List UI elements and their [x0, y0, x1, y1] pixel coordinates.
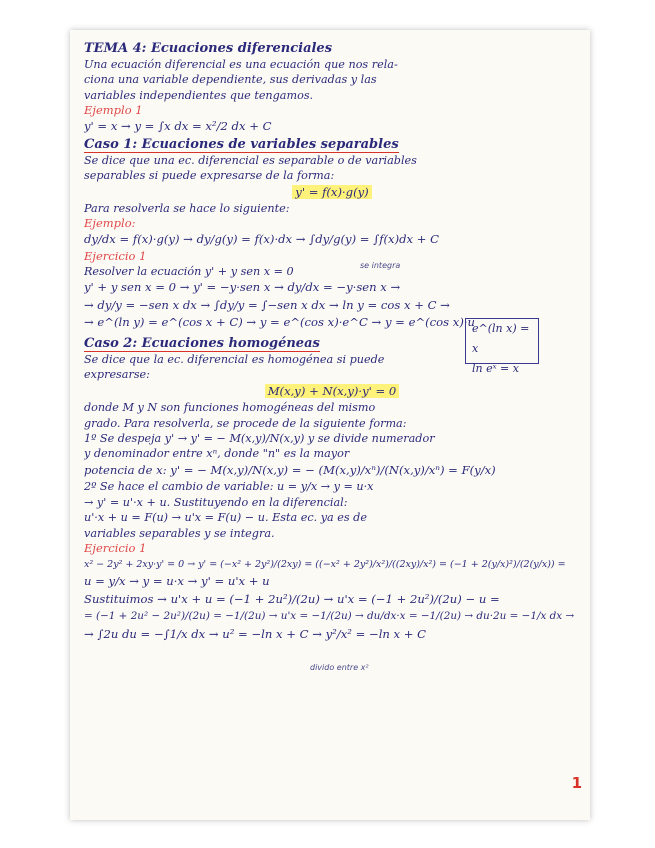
intro-line: variables independientes que tengamos.: [84, 88, 314, 102]
case1-title: [84, 136, 580, 153]
case1-exercise-label: Ejercicio 1: [84, 248, 147, 263]
case1-formula-text: y' = f(x)·g(y): [292, 185, 371, 199]
case2-title-text: Caso 2: Ecuaciones homogéneas: [84, 335, 320, 351]
box-line: ln eˣ = x: [472, 362, 519, 375]
intro-line: ciona una variable dependiente, sus derivadas y las: [84, 73, 377, 87]
box-line: e^(ln x) = x: [472, 322, 530, 355]
log-identity-box: [465, 318, 539, 375]
case1-margin-note: se integra: [360, 261, 401, 270]
case2-exercise-line: = (−1 + 2u² − 2u²)/(2u) = −1/(2u) → u'x = −1/(2u) → du/dx·x = −1/(2u) → du·2u = −1/x dx →: [84, 610, 575, 623]
case2-step-line: variables separables y se integra.: [84, 526, 275, 540]
case2-step-line: y denominador entre xⁿ, donde "n" es la mayor: [84, 447, 350, 461]
page-number: 1: [571, 774, 582, 792]
case2-step-line: 2º Se hace el cambio de variable: u = y/x → y = u·x: [84, 480, 374, 494]
case1-exercise-line: → dy/y = −sen x dx → ∫dy/y = ∫−sen x dx → ln y = cos x + C →: [84, 297, 450, 312]
case2-exercise-label: Ejercicio 1: [84, 540, 147, 555]
case1-exercise-line: Resolver la ecuación y' + y sen x = 0: [84, 264, 294, 278]
case2-exercise-line: → ∫2u du = −∫1/x dx → u² = −ln x + C → y²/x² = −ln x + C: [84, 626, 427, 641]
case1-example-label: Ejemplo:: [84, 216, 136, 231]
case2-def-line: donde M y N son funciones homogéneas del mismo: [84, 401, 376, 415]
case2-desc-line: Se dice que la ec. diferencial es homogénea si puede: [84, 352, 385, 366]
title-text: TEMA 4: Ecuaciones diferenciales: [84, 41, 332, 57]
example-label: Ejemplo 1: [84, 103, 143, 118]
case1-solve-line: Para resolverla se hace lo siguiente:: [84, 202, 290, 216]
case2-margin-note: divido entre x²: [310, 663, 369, 672]
case1-exercise-line: → e^(ln y) = e^(cos x + C) → y = e^(cos x)·e^C → y = e^(cos x)·u: [84, 315, 476, 330]
case2-step-line: u'·x + u = F(u) → u'x = F(u) − u. Esta ec. ya es de: [84, 511, 367, 525]
case2-def-line: grado. Para resolverla, se procede de la siguiente forma:: [84, 416, 407, 430]
case2-formula: [84, 383, 580, 401]
case2-step-line: → y' = u'·x + u. Sustituyendo en la diferencial:: [84, 495, 348, 509]
case2-exercise-line: Sustituimos → u'x + u = (−1 + 2u²)/(2u) → u'x = (−1 + 2u²)/(2u) − u =: [84, 591, 500, 606]
notebook-page: [70, 30, 590, 820]
case2-step-line: potencia de x: y' = − M(x,y)/N(x,y) = − (M(x,y)/xⁿ)/(N(x,y)/xⁿ) = F(y/x): [84, 462, 496, 477]
case1-desc-line: Se dice que una ec. diferencial es separable o de variables: [84, 153, 417, 167]
case1-formula: [84, 184, 580, 202]
case2-exercise-line: u = y/x → y = u·x → y' = u'x + u: [84, 574, 270, 589]
case2-desc-line: expresarse:: [84, 368, 150, 382]
case2-step-line: 1º Se despeja y' → y' = − M(x,y)/N(x,y) y se divide numerador: [84, 431, 435, 445]
example-equation: y' = x → y = ∫x dx = x²/2 dx + C: [84, 119, 272, 134]
case2-formula-text: M(x,y) + N(x,y)·y' = 0: [265, 384, 400, 398]
case2-exercise-line: x² − 2y² + 2xy·y' = 0 → y' = (−x² + 2y²)/(2xy) = ((−x² + 2y²)/x²)/((2xy)/x²) = (−1 + 2(y/x)²)/(2(y/x)) =: [84, 558, 566, 570]
case1-title-text: Caso 1: Ecuaciones de variables separables: [84, 136, 399, 152]
case1-exercise-line: y' + y sen x = 0 → y' = −y·sen x → dy/dx = −y·sen x →: [84, 280, 401, 295]
case1-desc-line: separables si puede expresarse de la forma:: [84, 169, 335, 183]
case1-example-equation: dy/dx = f(x)·g(y) → dy/g(y) = f(x)·dx → ∫dy/g(y) = ∫f(x)dx + C: [84, 232, 440, 247]
intro-line: Una ecuación diferencial es una ecuación que nos rela-: [84, 58, 398, 71]
page-title: [84, 40, 580, 57]
